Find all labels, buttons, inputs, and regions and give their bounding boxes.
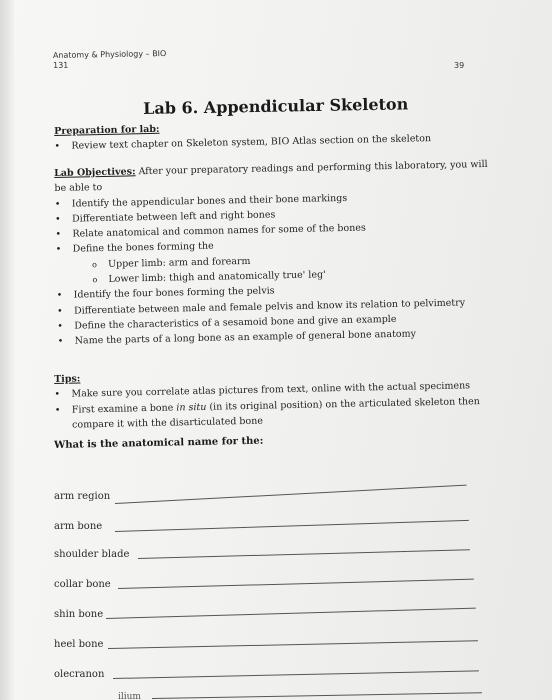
objective-item: • Identify the four bones forming the pelvis <box>57 279 491 303</box>
tip-item-cont: compare it with the disarticulated bone <box>71 415 264 431</box>
answer-line[interactable] <box>138 549 470 559</box>
answer-line[interactable] <box>106 608 476 619</box>
answer-line[interactable] <box>115 485 467 504</box>
objective-subitem: o Lower limb: thigh and anatomically true' leg' <box>56 264 490 288</box>
term-label-arm-bone: arm bone <box>54 521 103 532</box>
cutoff-term: ilium <box>118 692 141 700</box>
objective-item: • Differentiate between left and right bones <box>55 203 489 227</box>
course-number: 131 <box>53 60 69 70</box>
preparation-section <box>54 116 431 154</box>
objectives-intro: Lab Objectives: After your preparatory readings and performing this laboratory, you will <box>54 158 488 179</box>
objective-item: • Define the characteristics of a sesamoid bone and give an example <box>57 310 491 334</box>
objectives-intro-cont: be able to <box>54 182 103 195</box>
objectives-heading: Lab Objectives: <box>54 166 136 179</box>
objectives-section <box>54 157 491 350</box>
preparation-item: • Review text chapter on Skeleton system, BIO Atlas section on the skeleton <box>54 131 431 154</box>
answer-line[interactable] <box>118 579 474 589</box>
preparation-heading: Preparation for lab: <box>54 123 160 137</box>
term-label-arm-region: arm region <box>54 491 111 502</box>
course-title: Anatomy & Physiology – BIO <box>52 49 167 60</box>
answer-line[interactable] <box>108 640 478 649</box>
objective-item: • Identify the appendicular bones and their bone markings <box>55 188 489 212</box>
tips-section <box>54 363 480 433</box>
term-label-shoulder-blade: shoulder blade <box>54 549 130 560</box>
objective-item: • Name the parts of a long bone as an example of general bone anatomy <box>58 325 492 349</box>
tip-item: • First examine a bone in situ (in its original position) on the articulated skeleton then <box>55 394 480 418</box>
term-label-collar-bone: collar bone <box>54 579 111 590</box>
tip-item: • Make sure you correlate atlas pictures from text, online with the actual specimens <box>54 378 479 402</box>
page-title: Lab 6. Appendicular Skeleton <box>143 94 409 118</box>
term-label-shin-bone: shin bone <box>54 609 104 620</box>
objective-item: • Relate anatomical and common names for some of the bones <box>55 218 489 242</box>
page-edge-shadow <box>0 0 14 700</box>
objective-item: • Differentiate between male and female pelvis and know its relation to pelvimetry <box>57 295 491 319</box>
objective-subitem: o Upper limb: arm and forearm <box>56 249 490 273</box>
term-label-olecranon: olecranon <box>54 669 105 680</box>
term-label-heel-bone: heel bone <box>54 639 104 650</box>
course-header <box>53 49 167 71</box>
answer-line[interactable] <box>113 670 479 679</box>
page-number: 39 <box>454 61 465 70</box>
objective-item: • Define the bones forming the <box>56 233 490 257</box>
question-prompt: What is the anatomical name for the: <box>54 435 264 451</box>
tips-heading: Tips: <box>54 373 81 385</box>
answer-line[interactable] <box>152 692 482 699</box>
answer-line[interactable] <box>115 520 469 532</box>
